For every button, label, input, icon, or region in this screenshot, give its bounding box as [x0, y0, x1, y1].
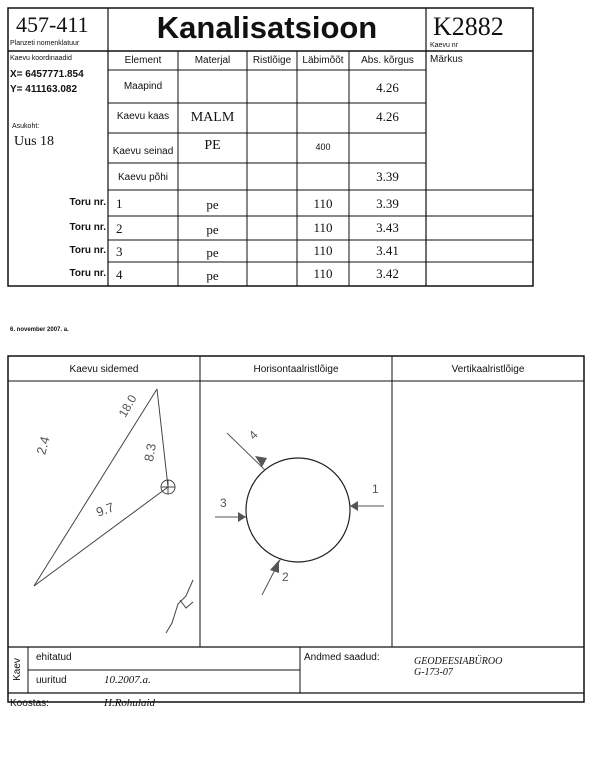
- well-number: K2882: [433, 12, 504, 41]
- remarks-label: Märkus: [430, 54, 463, 65]
- pipe-label: Toru nr.: [69, 268, 106, 279]
- col-header-diameter: Läbimõõt: [302, 55, 344, 66]
- pipe-height: 3.39: [376, 196, 399, 211]
- coordinate-y: Y= 411163.082: [10, 84, 78, 95]
- section-title-well-ties: Kaevu sidemed: [69, 364, 139, 375]
- col-header-element: Element: [124, 55, 162, 66]
- horizontal-section-sketch: [215, 433, 384, 595]
- pipe-diameter: 110: [313, 266, 333, 281]
- pipe-number: 4: [116, 267, 123, 282]
- pipe-height: 3.43: [376, 220, 399, 235]
- surveyed-date: 10.2007.a.: [104, 674, 151, 686]
- row-height: 4.26: [376, 109, 399, 124]
- pipe-sketch-label: 4: [246, 427, 261, 443]
- row-diameter: 400: [315, 142, 331, 152]
- col-header-height: Abs. kõrgus: [361, 55, 414, 66]
- location-value: Uus 18: [14, 134, 55, 149]
- pipe-label: Toru nr.: [69, 222, 106, 233]
- col-header-material: Materjal: [194, 55, 231, 66]
- sketch-distance-label: 8.3: [141, 442, 159, 463]
- pipe-label: Toru nr.: [69, 197, 106, 208]
- nomenclature-number: 457-411: [16, 12, 89, 37]
- sketch-distance-label: 18.0: [115, 392, 140, 420]
- pipe-sketch-label: 1: [372, 482, 379, 496]
- section-title-horizontal: Horisontaalristlõige: [253, 364, 339, 375]
- pipe-material: pe: [206, 197, 219, 212]
- pipe-material: pe: [206, 268, 219, 283]
- pipe-material: pe: [206, 245, 219, 260]
- pipe-diameter: 110: [313, 220, 333, 235]
- row-height: 3.39: [376, 169, 399, 184]
- row-element: Kaevu seinad: [112, 146, 174, 157]
- sketch-distance-label: 9.7: [93, 499, 117, 520]
- pipe-sketch-label: 3: [220, 496, 227, 510]
- page-title: Kanalisatsioon: [156, 10, 378, 45]
- pipe-diameter: 110: [313, 243, 333, 258]
- pipe-diameter: 110: [313, 196, 333, 211]
- sketch-distance-label: 2.4: [33, 434, 53, 457]
- row-material: PE: [204, 138, 221, 153]
- pipe-number: 1: [116, 196, 123, 211]
- pipe-number: 3: [116, 244, 123, 259]
- row-element: Kaevu kaas: [116, 111, 170, 122]
- nomenclature-label: Planzeti nomenklatuur: [10, 40, 80, 47]
- data-source-label: Andmed saadud:: [304, 652, 380, 663]
- coordinates-label: Kaevu koordinaadid: [10, 55, 72, 62]
- location-label: Asukoht:: [12, 123, 40, 130]
- data-source-code: G-173-07: [414, 667, 453, 678]
- pipe-height: 3.42: [376, 266, 399, 281]
- coordinate-x: X= 6457771.854: [10, 69, 84, 80]
- pipe-label: Toru nr.: [69, 245, 106, 256]
- pipe-sketch-label: 2: [282, 570, 289, 584]
- row-element: Maapind: [123, 81, 163, 92]
- well-number-label: Kaevu nr: [430, 42, 459, 49]
- well-side-label: Kaev: [11, 658, 23, 681]
- pipe-height: 3.41: [376, 243, 399, 258]
- row-material: MALM: [190, 110, 235, 125]
- section-title-vertical: Vertikaalristlõige: [451, 364, 525, 375]
- surveyed-label: uuritud: [36, 675, 67, 686]
- row-height: 4.26: [376, 80, 399, 95]
- author-label: Koostas:: [10, 698, 49, 709]
- data-source-name: GEODEESIABÜROO: [414, 656, 503, 667]
- pipe-number: 2: [116, 221, 123, 236]
- pipe-material: pe: [206, 222, 219, 237]
- date-note: 6. november 2007. a.: [10, 327, 69, 333]
- row-element: Kaevu põhi: [117, 172, 169, 183]
- built-label: ehitatud: [36, 652, 72, 663]
- author-name: H.Rohulaid: [104, 697, 156, 709]
- col-header-section: Ristlõige: [252, 55, 292, 66]
